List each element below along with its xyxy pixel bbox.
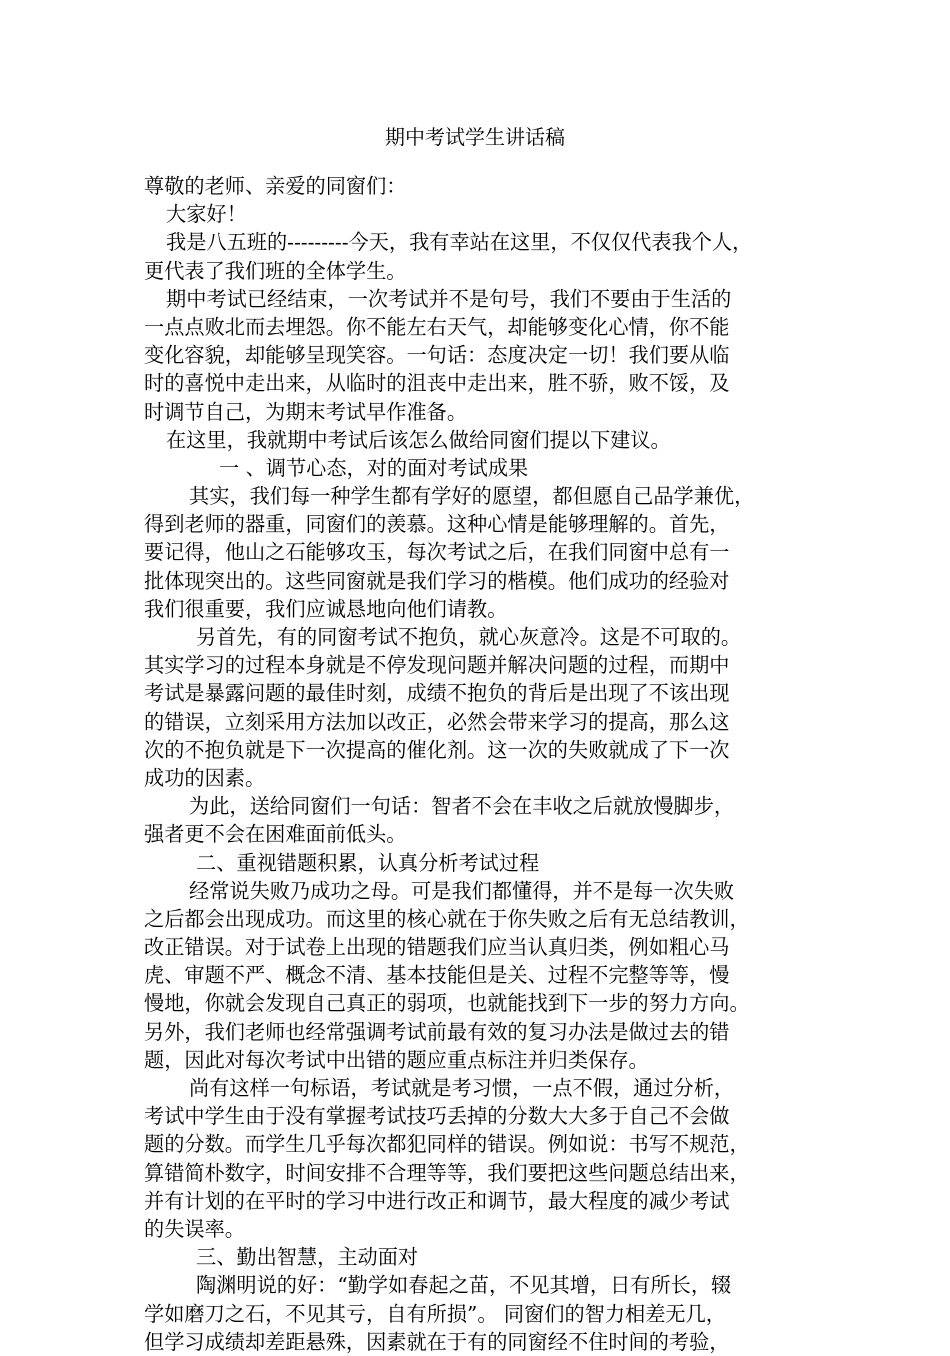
text-line: 题的分数。而学生几乎每次都犯同样的错误。例如说：书写不规范， xyxy=(144,1132,750,1157)
text-line: 批体现突出的。这些同窗就是我们学习的楷模。他们成功的经验对 xyxy=(144,568,730,593)
text-line: 为此，送给同窗们一句话：智者不会在丰收之后就放慢脚步， xyxy=(189,794,735,819)
text-line: 次的不抱负就是下一次提高的催化剂。这一次的失败就成了下一次 xyxy=(144,737,730,762)
text-line: 并有计划的在平时的学习中进行改正和调节，最大程度的减少考试 xyxy=(144,1188,730,1213)
text-line: 的错误，立刻采用方法加以改正，必然会带来学习的提高，那么这 xyxy=(144,709,730,734)
text-line: 得到老师的器重，同窗们的羡慕。这种心情是能够理解的。首先， xyxy=(144,512,730,537)
text-line: 虎、审题不严、概念不清、基本技能但是关、过程不完整等等，慢 xyxy=(144,963,730,988)
text-line: 更代表了我们班的全体学生。 xyxy=(144,258,407,283)
text-line: 考试中学生由于没有掌握考试技巧丢掉的分数大大多于自己不会做 xyxy=(144,1104,730,1129)
text-line: 强者更不会在困难面前低头。 xyxy=(144,822,407,847)
text-line: 算错简朴数字，时间安排不合理等等，我们要把这些问题总结出来， xyxy=(144,1160,750,1185)
text-line: 另首先，有的同窗考试不抱负，就心灰意冷。这是不可取的。 xyxy=(196,625,742,649)
text-line: 慢地，你就会发现自己真正的弱项，也就能找到下一步的努力方向。 xyxy=(144,991,750,1016)
text-line: 一 、调节心态，对的面对考试成果 xyxy=(219,455,529,480)
text-line: 一点点败北而去埋怨。你不能左右天气，却能够变化心情，你不能 xyxy=(144,314,730,339)
text-line: 要记得，他山之石能够攻玉，每次考试之后，在我们同窗中总有一 xyxy=(144,540,730,565)
text-line: 二、重视错题积累，认真分析考试过程 xyxy=(196,850,540,875)
text-line: 在这里，我就期中考试后该怎么做给同窗们提以下建议。 xyxy=(166,427,671,452)
text-line: 另外，我们老师也经常强调考试前最有效的复习办法是做过去的错 xyxy=(144,1019,730,1044)
text-line: 时调节自己，为期末考试早作准备。 xyxy=(144,399,468,424)
text-line: 我是八五班的---------今天，我有幸站在这里，不仅仅代表我个人， xyxy=(166,230,753,255)
document-body xyxy=(144,172,828,1356)
text-line: 成功的因素。 xyxy=(144,765,266,790)
text-line: 陶渊明说的好：“勤学如春起之苗，不见其增，日有所长，辍 xyxy=(196,1273,732,1298)
text-line: 经常说失败乃成功之母。可是我们都懂得，并不是每一次失败 xyxy=(189,878,735,903)
text-line: 时的喜悦中走出来，从临时的沮丧中走出来，胜不骄，败不馁，及 xyxy=(144,371,730,396)
text-line: 考试是暴露问题的最佳时刻，成绩不抱负的背后是出现了不该出现 xyxy=(144,681,730,706)
text-line: 变化容貌，却能够呈现笑容。一句话：态度决定一切！我们要从临 xyxy=(144,343,730,368)
text-line: 之后都会出现成功。而这里的核心就在于你失败之后有无总结教训， xyxy=(144,906,750,931)
text-line: 我们很重要，我们应诚恳地向他们请教。 xyxy=(144,596,508,621)
text-line: 其实，我们每一种学生都有学好的愿望，都但愿自己品学兼优， xyxy=(189,484,755,509)
text-line: 尊敬的老师、亲爱的同窗们： xyxy=(144,174,407,198)
text-line: 学如磨刀之石，不见其亏，自有所损”。 同窗们的智力相差无几， xyxy=(144,1301,726,1326)
text-line: 的失误率。 xyxy=(144,1216,245,1241)
document-title: 期中考试学生讲话稿 xyxy=(385,125,565,149)
text-line: 改正错误。对于试卷上出现的错题我们应当认真归类，例如粗心马 xyxy=(144,935,730,960)
text-line: 大家好！ xyxy=(166,202,247,227)
text-line: 三、勤出智慧，主动面对 xyxy=(196,1245,419,1270)
text-line: 但学习成绩却差距悬殊，因素就在于有的同窗经不住时间的考验， xyxy=(144,1329,730,1354)
text-line: 题，因此对每次考试中出错的题应重点标注并归类保存。 xyxy=(144,1047,649,1072)
text-line: 其实学习的过程本身就是不停发现问题并解决问题的过程，而期中 xyxy=(144,653,730,678)
text-line: 期中考试已经结束，一次考试并不是句号，我们不要由于生活的 xyxy=(166,286,732,311)
text-line: 尚有这样一句标语，考试就是考习惯，一点不假，通过分析， xyxy=(189,1076,735,1100)
